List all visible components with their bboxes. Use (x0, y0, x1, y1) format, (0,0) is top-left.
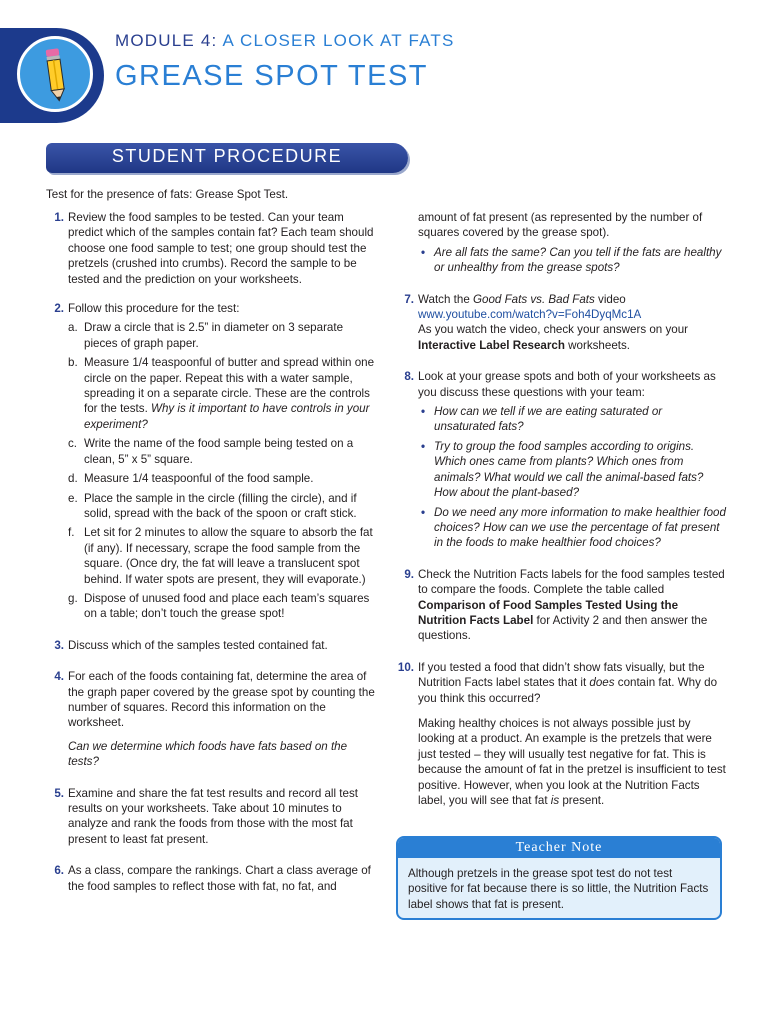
bullet-item (418, 439, 726, 501)
step-text-post: video (594, 292, 626, 306)
bullet-text: Try to group the food samples according to origins. Which ones came from plants? Which ones from animals? What would we call the animal-based fats? How about the plant-based? (434, 439, 704, 500)
substep-letter: f. (68, 526, 75, 540)
step-number: 9. (404, 567, 414, 581)
paragraph-end: present. (559, 794, 605, 807)
step-text: Examine and share the fat test results and record all test results on your worksheets. Take about 10 minutes to analyze and rank the foods from those with the most fat present to least fat present. (68, 786, 358, 846)
paragraph-emphasis: is (550, 794, 560, 807)
left-column (46, 210, 376, 894)
teacher-note-title: Teacher Note (398, 838, 720, 858)
step-6-continued (396, 210, 726, 276)
bullet-icon: • (421, 439, 426, 453)
step-text-2 (418, 322, 726, 353)
substep-text: Place the sample in the circle (filling the circle), and if solid, spread with the back of the spoon or craft stick. (84, 491, 357, 520)
step-number: 3. (54, 638, 64, 652)
step-text: For each of the foods containing fat, determine the area of the graph paper covered by the grease spot by counting the number of squares. Record this information on the worksheet. (68, 670, 375, 730)
paragraph-text: Making healthy choices is not always possible just by looking at a product. An example is the pretzels that were just tested – they will usually test negative for fat. This is because the amount of fat in the pretzel is insufficient to test positive. However, when you look at the Nutrition Facts label, you will see that fat (418, 716, 726, 807)
bullet-icon: • (421, 505, 426, 519)
substep-letter: d. (68, 472, 78, 486)
step-paragraph (418, 716, 726, 808)
table-name: Comparison of Food Samples Tested Using the Nutrition Facts Label (418, 598, 679, 627)
video-title: Good Fats vs. Bad Fats (473, 292, 595, 306)
substep-e (68, 491, 376, 522)
substep-letter: c. (68, 437, 78, 451)
step-text-pre: If you tested a food that didn’t show fats visually, but the Nutrition Facts label states that it (418, 660, 705, 690)
step-text-pre: Check the Nutrition Facts labels for the food samples tested to compare the foods. Complete the table called (418, 567, 725, 597)
substep-a (68, 320, 376, 351)
step-text: Look at your grease spots and both of your worksheets as you discuss these questions with your team: (418, 370, 716, 399)
substep-letter: e. (68, 491, 78, 505)
right-column (396, 210, 726, 808)
step-number: 4. (54, 670, 64, 684)
substep-text: Dispose of unused food and place each team’s squares on a table; don’t touch the grease spot! (84, 591, 370, 621)
substep-question: Why is it important to have controls in your experiment? (84, 402, 370, 431)
module-heading (115, 31, 455, 51)
pencil-icon (17, 36, 93, 112)
step-text: Discuss which of the samples tested contained fat. (68, 638, 328, 652)
substep-letter: a. (68, 321, 78, 335)
step-text: As a class, compare the rankings. Chart a class average of the food samples to reflect those with fat, no fat, and (68, 864, 371, 893)
step-5 (46, 786, 376, 848)
step-number: 1. (54, 211, 64, 224)
teacher-note-text: Although pretzels in the grease spot test do not test positive for fat because there is so little, the Nutrition Facts label shows that fat is present. (408, 867, 709, 911)
worksheet-name: Interactive Label Research (418, 338, 565, 352)
step-number: 7. (404, 292, 414, 306)
step-9 (396, 567, 726, 644)
bullet-item (418, 245, 726, 276)
step-text-pre: Watch the (418, 292, 473, 306)
step-8 (396, 369, 726, 550)
step-number: 6. (54, 864, 64, 878)
bullet-text: How can we tell if we are eating saturated or unsaturated fats? (434, 405, 663, 434)
section-banner-label: STUDENT PROCEDURE (111, 146, 343, 166)
substep-g (68, 591, 376, 622)
bullet-text: Are all fats the same? Can you tell if the fats are healthy or unhealthy from the grease spots? (434, 245, 722, 275)
substep-text (84, 355, 376, 432)
substep-letter: b. (68, 356, 78, 370)
substep-letter: g. (68, 591, 78, 605)
step-text-post: contain fat. Why do you think this occurred? (418, 676, 718, 705)
bullet-item (418, 404, 726, 435)
substep-text: Draw a circle that is 2.5” in diameter on 3 separate pieces of graph paper. (84, 321, 344, 350)
bullet-icon: • (421, 245, 426, 259)
substep-text: Let sit for 2 minutes to allow the square to absorb the fat (if any). If necessary, scrape the food sample from the square. (Once dry, the fat will leave a translucent spot behind. If water spots are present, they will evaporate.) (84, 526, 373, 586)
step-7 (396, 292, 726, 354)
substep-f (68, 525, 376, 587)
page-title: GREASE SPOT TEST (115, 60, 429, 92)
substep-text: Measure 1/4 teaspoonful of the food sample. (84, 472, 314, 486)
step-text (418, 660, 726, 706)
step-3 (46, 638, 376, 653)
step-number: 8. (404, 370, 414, 384)
step-text (418, 567, 726, 644)
step-2 (46, 301, 376, 622)
step-4 (46, 669, 376, 769)
step-text: Follow this procedure for the test: (68, 302, 240, 316)
module-label: MODULE 4: (115, 31, 218, 50)
step-text-end: worksheets. (564, 338, 631, 352)
module-title: A CLOSER LOOK AT FATS (222, 31, 455, 50)
step-number: 10. (397, 660, 414, 674)
intro-text: Test for the presence of fats: Grease Spot Test. (46, 188, 289, 201)
step-text (418, 292, 726, 307)
bullet-text: Do we need any more information to make healthier food choices? How can we use the percentage of fat present in the foods to make healthier food choices? (434, 505, 726, 550)
step-text: amount of fat present (as represented by the number of squares covered by the grease spot). (418, 211, 703, 240)
step-text-main: As you watch the video, check your answers on your (418, 323, 689, 337)
substep-text: Write the name of the food sample being tested on a clean, 5” x 5” square. (84, 437, 354, 466)
step-1 (46, 210, 376, 287)
step-emphasis: does (589, 676, 615, 690)
step-text-post: for Activity 2 and then answer the questions. (418, 613, 708, 643)
section-banner (46, 143, 408, 173)
step-6 (46, 863, 376, 894)
step-number: 2. (54, 302, 64, 316)
substep-c (68, 436, 376, 467)
video-link[interactable]: www.youtube.com/watch?v=Foh4DyqMc1A (418, 308, 642, 322)
step-number: 5. (54, 786, 64, 800)
step-10 (396, 660, 726, 809)
bullet-icon: • (421, 405, 426, 419)
substep-text-main: Measure 1/4 teaspoonful of butter and spread within one circle on the paper. Repeat this with a water sample, spreading it on a separate circle. These are the controls for the tests. (84, 356, 375, 416)
substep-b (68, 355, 376, 432)
step-text: Review the food samples to be tested. Can your team predict which of the samples contain fat? Each team should choose one food sample to test; one group should test the pretzels (crushed into crumbs). Record the sample to be tested and the prediction on your worksheets. (68, 211, 374, 286)
teacher-note (396, 836, 722, 920)
substep-d (68, 471, 376, 486)
bullet-item (418, 505, 726, 551)
step-question: Can we determine which foods have fats based on the tests? (68, 739, 348, 769)
